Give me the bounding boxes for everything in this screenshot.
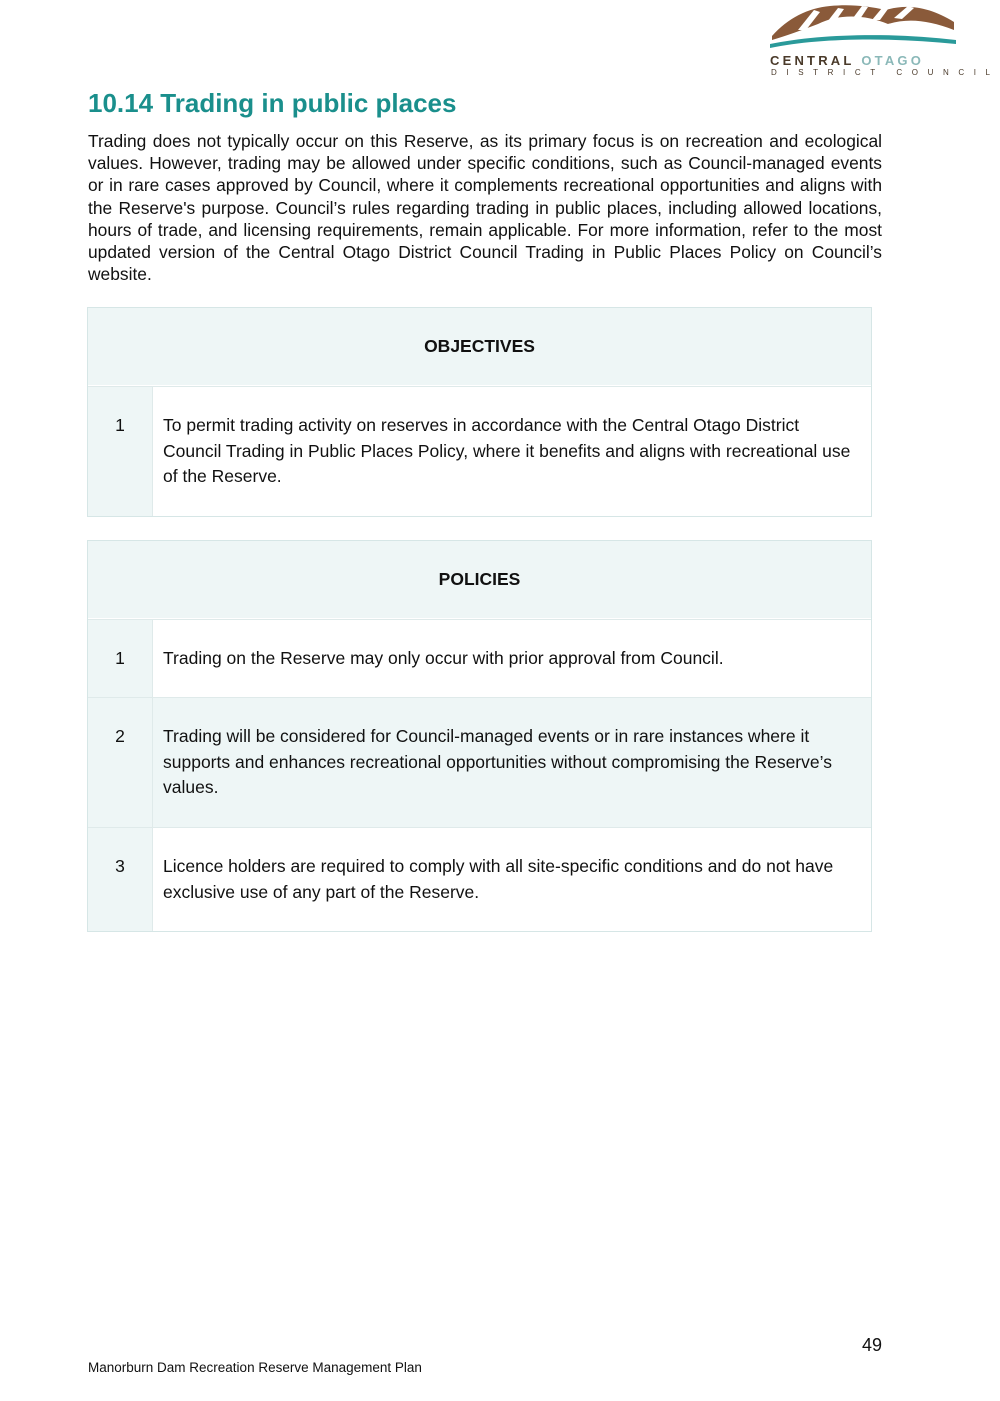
row-number: 2 xyxy=(88,698,153,827)
table-row xyxy=(88,697,871,827)
table-row xyxy=(88,619,871,697)
table-row xyxy=(88,827,871,931)
row-text: Licence holders are required to comply with all site-specific conditions and do not have exclusive use of any part of the Reserve. xyxy=(153,828,871,931)
section-intro: Trading does not typically occur on this Reserve, as its primary focus is on recreation and ecological values. However, trading may be allowed under specific conditions, such as Council-managed events or in rare cases approved by Council, where it complements recreational opportunities and aligns with the Reserve's purpose. Council’s rules regarding trading in public places, including allowed locations, hours of trade, and licensing requirements, remain applicable. For more information, refer to the most updated version of the Central Otago District Council Trading in Public Places Policy on Council’s website. xyxy=(88,131,882,285)
table-row xyxy=(88,386,871,516)
council-logo xyxy=(768,0,1000,82)
hills-logo-icon xyxy=(768,0,958,52)
objectives-header: OBJECTIVES xyxy=(88,308,871,386)
policies-header: POLICIES xyxy=(88,541,871,619)
policies-table xyxy=(87,540,872,932)
row-number: 3 xyxy=(88,828,153,931)
row-text: Trading will be considered for Council-managed events or in rare instances where it supports and enhances recreational opportunities without compromising the Reserve’s values. xyxy=(153,698,871,827)
row-number: 1 xyxy=(88,620,153,697)
page-number: 49 xyxy=(861,1335,882,1355)
row-text: Trading on the Reserve may only occur with prior approval from Council. xyxy=(153,620,871,697)
logo-word-central: CENTRAL xyxy=(770,53,855,68)
section-title: 10.14 Trading in public places xyxy=(88,88,457,118)
logo-subtitle: DISTRICT COUNCIL xyxy=(771,68,1000,77)
objectives-table xyxy=(87,307,872,517)
logo-word-otago: OTAGO xyxy=(861,53,925,68)
row-text: To permit trading activity on reserves in accordance with the Central Otago District Council Trading in Public Places Policy, where it benefits and aligns with recreational use of the Reserve. xyxy=(153,387,871,516)
row-number: 1 xyxy=(88,387,153,516)
footer-title: Manorburn Dam Recreation Reserve Management Plan xyxy=(88,1360,422,1375)
